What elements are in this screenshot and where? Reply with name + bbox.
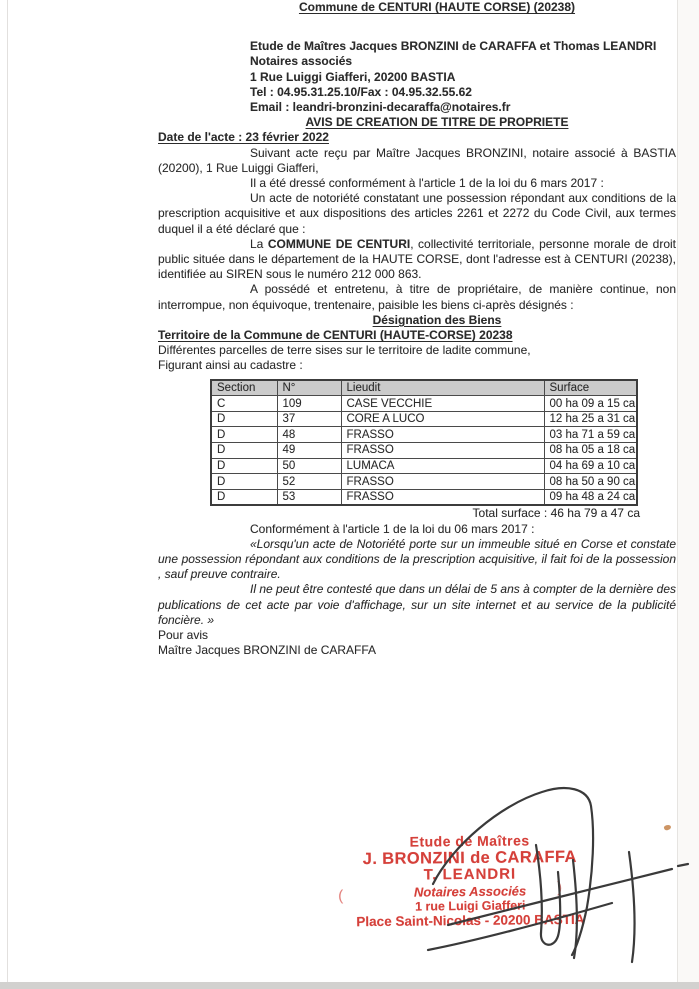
scan-edge-right [677, 0, 678, 982]
table-header-cell: Lieudit [341, 380, 544, 396]
table-cell: 52 [277, 474, 341, 490]
table-cell: 08 ha 05 a 18 ca [544, 443, 637, 459]
legal-quote-1: «Lorsqu'un acte de Notoriété porte sur un immeuble situé en Corse et constate une possession répondant aux conditions de la prescription acquisitive, il fait foi de la possession , sauf preuve contraire. [158, 536, 676, 582]
letterhead-phone-line: Tel : 04.95.31.25.10/Fax : 04.95.32.55.62 [250, 84, 472, 99]
paragraph-possede: A possédé et entretenu, à titre de propriétaire, de manière continue, non interrompue, non équivoque, trentenaire, paisible les biens ci-après désignés : [158, 282, 676, 312]
notary-stamp [300, 832, 641, 930]
table-cell: CORE A LUCO [341, 411, 544, 427]
total-surface-line: Total surface : 46 ha 79 a 47 ca [472, 506, 640, 521]
table-row [211, 443, 637, 459]
territory-heading-text: Territoire de la Commune de CENTURI (HAUTE-CORSE) 20238 [158, 328, 513, 343]
cadastre-intro: Figurant ainsi au cadastre : [158, 358, 303, 373]
cadastre-table [210, 379, 638, 507]
table-row [211, 396, 637, 412]
table-cell: 03 ha 71 a 59 ca [544, 427, 637, 443]
table-cell: D [211, 443, 277, 459]
stamp-paren-right: ) [556, 879, 563, 897]
notice-heading-text: AVIS DE CREATION DE TITRE DE PROPRIETE [305, 115, 569, 130]
letterhead-notaires-line: Notaires associés [250, 54, 353, 69]
paragraph-commune-rest: , collectivité territoriale, personne morale de droit public située dans le département de la HAUTE CORSE, dont l'adresse est à CENTURI (20238), identifiée au SIREN sous le numéro 212 000 863. [158, 236, 676, 282]
table-row [211, 411, 637, 427]
table-cell: 109 [277, 396, 341, 412]
table-row [211, 474, 637, 490]
document-title-text: Commune de CENTURI (HAUTE CORSE) (20238) [298, 0, 576, 14]
act-date-text: Date de l'acte : 23 février 2022 [158, 130, 329, 145]
table-cell: C [211, 396, 277, 412]
designation-heading-text: Désignation des Biens [372, 312, 502, 327]
stamp-line-etude: Etude de Maîtres [409, 832, 530, 850]
table-header-cell: N° [277, 380, 341, 396]
paragraph-commune-name: COMMUNE DE CENTURI [267, 236, 411, 251]
territory-subtitle: Différentes parcelles de terre sises sur le territoire de ladite commune, [158, 343, 531, 358]
table-row [211, 489, 637, 505]
table-cell: 50 [277, 458, 341, 474]
stamp-line-leandri: T. LEANDRI [423, 865, 517, 884]
legal-intro: Conformément à l'article 1 de la loi du 06 mars 2017 : [250, 521, 535, 536]
paragraph-dresse: Il a été dressé conformément à l'article 1 de la loi du 6 mars 2017 : [250, 176, 604, 191]
notice-heading [158, 115, 676, 130]
table-cell: 12 ha 25 a 31 ca [544, 411, 637, 427]
table-cell: 53 [277, 489, 341, 505]
scan-edge-left [7, 0, 8, 982]
table-row [211, 427, 637, 443]
table-cell: 09 ha 48 a 24 ca [544, 489, 637, 505]
table-cell: CASE VECCHIE [341, 396, 544, 412]
table-cell: D [211, 458, 277, 474]
table-cell: D [211, 474, 277, 490]
stamp-line-rue: 1 rue Luigi Giafferi [414, 898, 526, 914]
stamp-line-notaires: Notaires Associés [413, 883, 527, 900]
scan-edge-bottom [0, 982, 699, 989]
paragraph-suivant-acte: Suivant acte reçu par Maître Jacques BRONZINI, notaire associé à BASTIA (20200), 1 Rue Luiggi Giafferi, [158, 145, 676, 175]
stamp-line-place: Place Saint-Nicolas - 20200 BASTIA [356, 911, 585, 930]
table-cell: 04 ha 69 a 10 ca [544, 458, 637, 474]
table-cell: FRASSO [341, 474, 544, 490]
letterhead [250, 39, 676, 115]
table-header-row [211, 380, 637, 396]
cadastre-table-body [211, 396, 637, 506]
designation-heading [158, 313, 676, 328]
table-cell: FRASSO [341, 489, 544, 505]
stamp-line-bronzini: J. BRONZINI de CARAFFA [362, 847, 577, 869]
paragraph-commune-prefix: La [250, 236, 268, 251]
legal-quote-2: Il ne peut être contesté que dans un délai de 5 ans à compter de la dernière des publications de cet acte par voie d'affichage, sur un site internet et au service de la publicité foncière. » [158, 582, 676, 627]
signoff-notary-name: Maître Jacques BRONZINI de CARAFFA [158, 643, 377, 658]
table-cell: 08 ha 50 a 90 ca [544, 474, 637, 490]
table-cell: 49 [277, 443, 341, 459]
territory-heading [158, 328, 676, 343]
ink-speck [663, 824, 671, 831]
letterhead-address-line: 1 Rue Luiggi Giafferi, 20200 BASTIA [250, 69, 456, 84]
table-cell: LUMACA [341, 458, 544, 474]
letterhead-email-line: Email : leandri-bronzini-decaraffa@notaires.fr [250, 100, 511, 115]
table-cell: D [211, 427, 277, 443]
table-header-cell: Surface [544, 380, 637, 396]
scan-edge-right-strip [678, 0, 699, 982]
letterhead-office-line: Etude de Maîtres Jacques BRONZINI de CARAFFA et Thomas LEANDRI [250, 39, 657, 54]
table-cell: 00 ha 09 a 15 ca [544, 396, 637, 412]
paragraph-acte-notoriete: Un acte de notoriété constatant une possession répondant aux conditions de la prescription acquisitive et aux dispositions des articles 2261 et 2272 du Code Civil, aux termes duquel il a été déclaré que : [158, 191, 676, 236]
cadastre-table-head [211, 380, 637, 396]
stamp-paren-left: ( [338, 887, 344, 905]
table-row [211, 458, 637, 474]
table-cell: 48 [277, 427, 341, 443]
table-cell: D [211, 411, 277, 427]
paragraph-commune [158, 237, 676, 283]
table-cell: 37 [277, 411, 341, 427]
document-title [158, 0, 676, 15]
table-header-cell: Section [211, 380, 277, 396]
table-cell: FRASSO [341, 427, 544, 443]
table-cell: FRASSO [341, 443, 544, 459]
act-date-line [158, 130, 676, 145]
document-body [158, 0, 676, 658]
signoff-pour-avis: Pour avis [158, 628, 209, 643]
table-cell: D [211, 489, 277, 505]
